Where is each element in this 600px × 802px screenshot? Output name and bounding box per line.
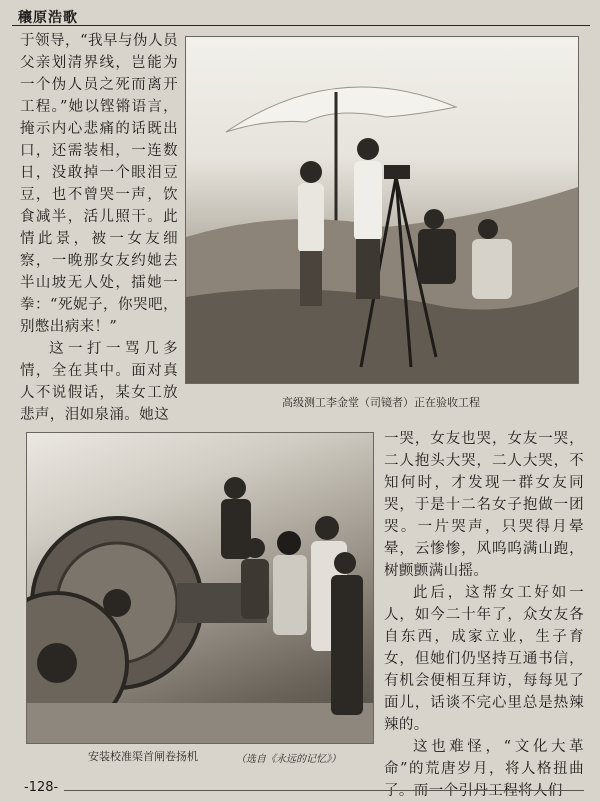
text-column-top-left [20, 30, 178, 426]
photo-caption-bottom: 安装校准渠首闸卷扬机 [88, 750, 198, 763]
text-column-right [384, 428, 584, 802]
surveying-photo [185, 36, 579, 384]
photo-source-credit: （选自《永远的记忆》） [236, 754, 341, 765]
paragraph: 这也难怪，“文化大革命”的荒唐岁月，将人格扭曲了。而一个引丹工程将人们 [384, 739, 584, 799]
page-header [12, 5, 590, 26]
winch-installation-photo-illustration [27, 433, 373, 743]
paragraph: 这一打一骂几多情，全在其中。面对真人不说假话，某女工放悲声，泪如泉涌。她这 [20, 341, 178, 423]
paragraph: 一哭，女友也哭，女友一哭，二人抱头大哭，二人大哭，不知何时，才发现一群女友同哭，于是十二名女子抱做一团哭。一片哭声，只哭得月晕晕，云惨惨，风呜呜满山跑，树颤颤满山摇。 [384, 431, 584, 579]
paragraph: 于领导，“我早与伪人员父亲划清界线，岂能为一个伪人员之死而离开工程。”她以铿锵语言，掩示内心悲痛的话既出口，还需装相，一连数日，没敢掉一个眼泪豆豆，也不曾哭一声，饮食减半，活儿照干。此情此景，被一女友细察，一晚那女友约她去半山坡无人处，擂她一拳：“死妮子，你哭吧，别憋出病来！” [20, 33, 178, 335]
footer-rule [64, 790, 584, 791]
photo-caption-top: 高级测工李金堂（司镜者）正在验收工程 [282, 396, 480, 409]
header-title: 穰原浩歌 [18, 10, 78, 26]
winch-installation-photo [26, 432, 374, 744]
page-number: -128- [24, 780, 59, 795]
paragraph: 此后，这帮女工好如一人，如今二十年了，众女友各自东西，成家立业，生子育女，但她们仍坚持互通书信，有机会便相互拜访，每每见了面儿，话谈不完心里总是热辣辣的。 [384, 585, 584, 733]
surveying-photo-illustration [186, 37, 578, 383]
